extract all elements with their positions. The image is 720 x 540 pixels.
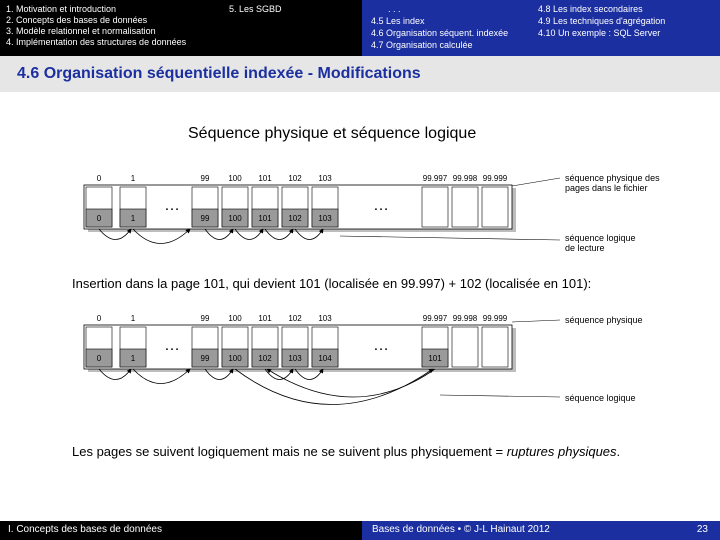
header-nav-item[interactable]: 4.5 Les index xyxy=(371,16,425,26)
footer-bar xyxy=(0,521,720,540)
conclusion-text xyxy=(72,444,672,460)
page-label: 0 xyxy=(96,354,102,363)
page-number-label: 99 xyxy=(200,174,210,183)
section-title: 4.6 Organisation séquentielle indexée - Modifications xyxy=(17,65,421,82)
footer-right xyxy=(362,521,720,540)
header-nav-item[interactable]: 1. Motivation et introduction xyxy=(6,4,117,14)
page-label: 103 xyxy=(288,354,302,363)
footer-copyright: Bases de données • © J-L Hainaut 2012 xyxy=(372,524,550,535)
page-number-label: 102 xyxy=(288,314,302,323)
page-number-label: 99.997 xyxy=(422,174,448,183)
page-number-label: 103 xyxy=(318,314,332,323)
conclusion-emphasis: ruptures physiques xyxy=(506,444,617,459)
header-nav-item[interactable]: 4.8 Les index secondaires xyxy=(538,4,643,14)
header-nav-item[interactable]: 4. Implémentation des structures de données xyxy=(6,37,187,47)
empty-page-block xyxy=(452,327,478,367)
ellipsis-icon: … xyxy=(373,337,389,354)
header-nav-item[interactable]: 5. Les SGBD xyxy=(229,4,282,14)
ellipsis-icon: … xyxy=(373,197,389,214)
empty-page-block xyxy=(482,327,508,367)
page-number-label: 100 xyxy=(228,174,242,183)
page-label: 99 xyxy=(200,354,210,363)
page-number-label: 99 xyxy=(200,314,210,323)
page-number-label: 99.998 xyxy=(452,314,478,323)
page-number-label: 99.999 xyxy=(482,314,508,323)
header-nav-item[interactable]: 3. Modèle relationnel et normalisation xyxy=(6,26,156,36)
conclusion-suffix: . xyxy=(616,444,621,459)
page-number-label: 99.999 xyxy=(482,174,508,183)
page-label: 100 xyxy=(228,354,242,363)
heading-physical-logical: Séquence physique et séquence logique xyxy=(188,125,477,142)
page-number-label: 103 xyxy=(318,174,332,183)
page-label: 101 xyxy=(258,214,272,223)
header-nav-item[interactable]: 4.6 Organisation séquent. indexée xyxy=(371,28,509,38)
page-label: 100 xyxy=(228,214,242,223)
page-label: 102 xyxy=(288,214,302,223)
page-label: 103 xyxy=(318,214,332,223)
page-number-label: 99.998 xyxy=(452,174,478,183)
insertion-caption: Insertion dans la page 101, qui devient 101 (localisée en 99.997) + 102 (localisée en 101): xyxy=(72,276,592,291)
header-nav-item[interactable]: 4.7 Organisation calculée xyxy=(371,40,473,50)
page-number-label: 100 xyxy=(228,314,242,323)
page-number-label: 1 xyxy=(130,314,136,323)
ellipsis-icon: … xyxy=(164,197,180,214)
physical-sequence-label: séquence physique des pages dans le fichier xyxy=(565,173,660,193)
page-number-label: 101 xyxy=(258,314,272,323)
callout-line xyxy=(440,395,560,397)
header-ellipsis: . . . xyxy=(388,4,401,14)
conclusion-prefix: Les pages se suivent logiquement mais ne se suivent plus physiquement = xyxy=(72,444,507,459)
page-label: 1 xyxy=(130,214,136,223)
page-label: 1 xyxy=(130,354,136,363)
callout-line xyxy=(512,320,560,322)
logical-sequence-label: séquence logique xyxy=(565,393,636,403)
page-number-label: 0 xyxy=(96,174,102,183)
header-nav-item[interactable]: 4.9 Les techniques d'agrégation xyxy=(538,16,666,26)
page-label: 0 xyxy=(96,214,102,223)
page-number-label: 102 xyxy=(288,174,302,183)
header-nav-item[interactable]: 4.10 Un exemple : SQL Server xyxy=(538,28,661,38)
header-nav-item[interactable]: 2. Concepts des bases de données xyxy=(6,15,148,25)
page-label: 101 xyxy=(428,354,442,363)
page-label: 99 xyxy=(200,214,210,223)
page-number-label: 1 xyxy=(130,174,136,183)
ellipsis-icon: … xyxy=(164,337,180,354)
page-label: 104 xyxy=(318,354,332,363)
logical-sequence-label: séquence logique de lecture xyxy=(565,233,636,253)
page-number-label: 101 xyxy=(258,174,272,183)
physical-sequence-label: séquence physique xyxy=(565,315,643,325)
footer-left: I. Concepts des bases de données xyxy=(0,521,362,540)
page-number-label: 99.997 xyxy=(422,314,448,323)
page-number-label: 0 xyxy=(96,314,102,323)
page-number: 23 xyxy=(696,524,708,535)
page-label: 102 xyxy=(258,354,272,363)
